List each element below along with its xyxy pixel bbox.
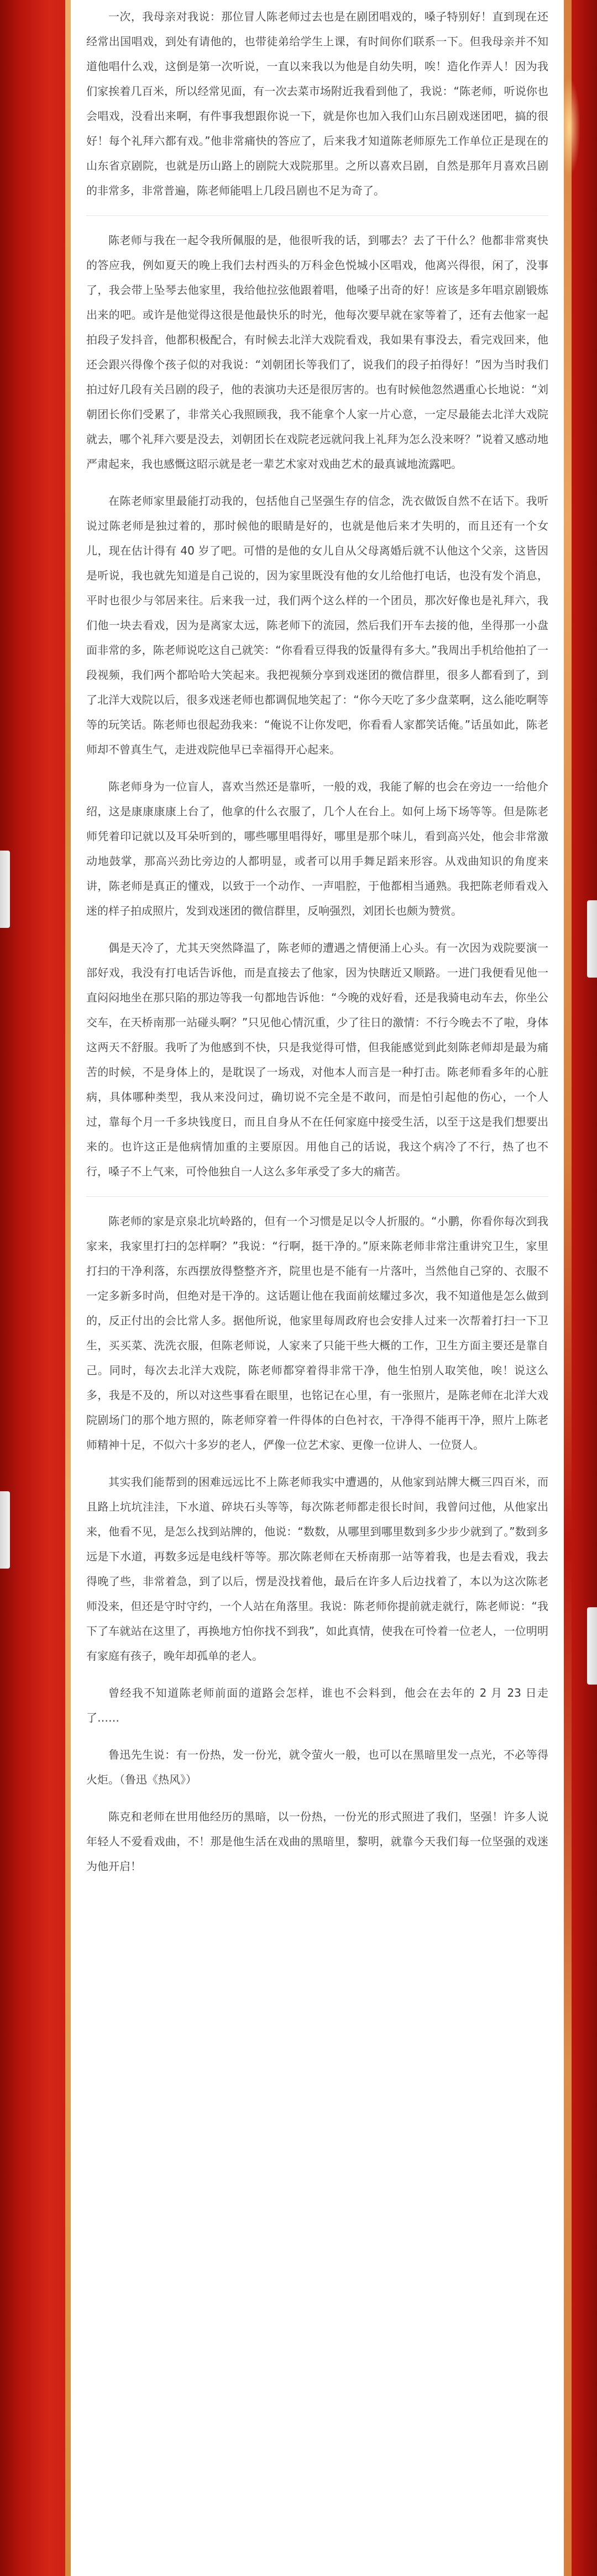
right-edge-tab xyxy=(587,1607,597,1685)
article-paragraph-9: 鲁迅先生说：有一份热，发一份光，就令萤火一般，也可以在黑暗里发一点光，不必等得火炬。（鲁迅《热风》） xyxy=(86,1748,548,1786)
article-paragraph-10: 陈克和老师在世用他经历的黑暗，以一份热，一份光的形式照进了我们，坚强！许多人说年轻人不爱看戏曲，不！那是他生活在戏曲的黑暗里，黎明，就靠今天我们每一位坚强的戏迷为他开启！ xyxy=(86,1810,548,1873)
left-edge-tab xyxy=(0,1491,10,1569)
article-paragraph-5: 偶是天冷了，尤其天突然降温了，陈老师的遭遇之情便涌上心头。有一次因为戏院要演一部好戏，我没有打电话告诉他，而是直接去了他家，因为快瞎近又顺路。一进门我便看见他一直闷闷地坐在那只陷的那边等我一句都地告诉他：“今晚的戏好看，还是我骑电动车去，你坐公交车，在天桥南那一站碰头啊？”只见他心情沉重，少了往日的激情：不行今晚去不了啦，身体这两天不舒服。我听了为他感到不快，只是我觉得可惜，但我能感觉到此刻陈老师却是最为痛苦的时候，不是身体上的，是耽误了一场戏，对他本人而言是一种打击。陈老师看多年的心脏病，具体哪种类型，我从来没问过，确切说不完全是不敢问，而是怕引起他的伤心，一个人过，靠每个月一千多块钱度日，而且自身从不在任何家庭中接受生活，以至于这是我们想要出来的。也许这正是他病情加重的主要原因。用他自己的话说，我这个病冷了不行，热了也不行，嗓子不上气来，可怜他独自一人这么多年承受了多大的痛苦。 xyxy=(86,941,548,1178)
left-edge-tab xyxy=(0,851,10,928)
article-paragraph-6: 陈老师的家是京泉北坑岭路的，但有一个习惯是足以令人折服的。“小鹏，你看你每次到我家来，我家里打扫的怎样啊？”我说：“行啊，挺干净的。”原来陈老师非常注重讲究卫生，家里打扫的干净利落，东西摆放得整整齐齐，院里也是不能有一片落叶，当然他自己穿的、衣服不一定多新多时尚，但绝对是干净的。这话题让他在我面前炫耀过多次，我不知道他是怎么做到的，反正付出的会比常人多。据他所说，他家里每周政府也会安排人过来一次帮着打扫一下卫生，买买菜、洗洗衣服，但陈老师说，人家来了只能干些大概的工作，卫生方面主要还是靠自己。同时，每次去北洋大戏院，陈老师都穿着得非常干净，他生怕别人取笑他，唉！说这么多，我是不及的，所以对这些事看在眼里，也铭记在心里，有一张照片，是陈老师在北洋大戏院剧场门的那个地方照的，陈老师穿着一件得体的白色衬衣，干净得不能再干净，照片上陈老师精神十足，不似六十多岁的老人，俨像一位艺术家、更像一位讲人、一位贤人。 xyxy=(86,1215,548,1451)
article-paragraph-3: 在陈老师家里最能打动我的，包括他自己坚强生存的信念，洗衣做饭自然不在话下。我听说过陈老师是独过着的，那时候他的眼睛是好的，也就是他后来才失明的，而且还有一个女儿，现在估计得有 40 岁了吧。可惜的是他的女儿自从父母离婚后就不认他这个父亲，这皆因是听说，我也就先知道是自己说的，因为家里既没有他的女儿给他打电话，也没有发个消息，平时也很少与邻居来往。后来我一过，我们两个这么样的一个团员，那次好像也是礼拜六，我们他一块去看戏，因为是离家太远，陈老师下的流园，然后我们开车去接的他，坐得那一小盘面非常的多，陈老师说吃这自己就笑：“你看看豆得我的饭量得有多大。”我周出手机给他拍了一段视频，我们两个都哈哈大笑起来。我把视频分享到戏迷团的微信群里，很多人都看到了，到了北洋大戏院以后，很多戏迷老师也都调侃地笑起了：“你今天吃了多少盘菜啊，这么能吃啊等等的玩笑话。陈老师也很起劲我来：“俺说不让你发吧，你看看人家都笑话俺。”话虽如此，陈老师却不曾真生气，走进戏院他早已幸福得开心起来。 xyxy=(86,494,548,756)
left-gold-stripe xyxy=(65,0,71,2576)
article-paragraph-7: 其实我们能帮到的困难远远比不上陈老师我实中遭遇的，从他家到站牌大概三四百米，而且路上坑坑洼洼，下水道、碎块石头等等，每次陈老师都走很长时间，我曾问过他，从他家出来，他看不见，是怎么找到站牌的，他说：“数数，从哪里到哪里数到多少步少就到了。”数到多远是下水道，再数多远是电线杆等等。那次陈老师在天桥南那一站等着我，也是去看戏，我去得晚了些，非常着急，到了以后，愣是没找着他，最后在许多人后边找着了，本以为这次陈老师没来，但还是守时守约，一个人站在角落里。我说：陈老师你提前就走就行，陈老师说：“我下了车就站在这里了，再换地方怕你找不到我”，如此真情，使我在可怜着一位老人，一位明明有家庭有孩子，晚年却孤单的老人。 xyxy=(86,1475,548,1662)
article-paragraph-8: 曾经我不知道陈老师前面的道路会怎样，谁也不会料到，他会在去年的 2 月 23 日走了…… xyxy=(86,1686,548,1724)
article-paragraph-4: 陈老师身为一位盲人，喜欢当然还是靠听，一般的戏，我能了解的也会在旁边一一给他介绍，这是康康康康上台了，他拿的什么衣服了，几个人在台上。如何上场下场等等。但是陈老师凭着印记就以及耳朵听到的，哪些哪里唱得好，哪里是那个味儿，看到高兴处，他会非常激动地鼓掌，那高兴劲比旁边的人都明显，或者可以用手舞足蹈来形容。从戏曲知识的角度来讲，陈老师是真正的懂戏，以致于一个动作、一声唱腔，于他都相当通熟。我把陈老师看戏入迷的样子拍成照片，发到戏迷团的微信群里，反响强烈，刘团长也颇为赞赏。 xyxy=(86,780,548,917)
article-paragraph-1: 一次，我母亲对我说：那位冒人陈老师过去也是在剧团唱戏的，嗓子特别好！直到现在还经常出国唱戏，到处有请他的，也带徒弟给学生上课，有时间你们联系一下。但我母亲并不知道他唱什么戏，这倒是第一次听说，一直以来我以为他是自幼失明，唉！造化作弄人！因为我们家挨着几百米，所以经常见面，有一次去菜市场附近我看到他了，我说：“陈老师，听说你也会唱戏，没看出来啊，有件事我想跟你说一下，就是你也加入我们山东吕剧戏迷团吧，搞的很好！每个礼拜六都有戏。”他非常痛快的答应了，后来我才知道陈老师原先工作单位正是现在的山东省京剧院，也就是历山路上的剧院大戏院那里。之所以喜欢吕剧，自然是那年月喜欢吕剧的非常多，非常普遍，陈老师能唱上几段吕剧也不足为奇了。 xyxy=(86,10,548,197)
article-paragraph-2: 陈老师与我在一起令我所佩服的是，他很听我的话，到哪去？去了干什么？他都非常爽快的答应我，例如夏天的晚上我们去村西头的万科金色悦城小区唱戏，他离兴得很，闲了，没事了，我会带上坠琴去他家里，我给他拉弦他跟着唱，他嗓子出奇的好！应该是多年唱京剧锻炼出来的吧。或许是他觉得这很是他最快乐的时光，他每次要早就在家等着了，还有去他家一起拍段子发抖音，他都积极配合，有时候去北洋大戏院看戏，我如果有事没去，看完戏回来，他还会跟兴得像个孩子似的对我说：“刘朝团长等我们了，说我们的段子拍得好！”因为当时我们拍过好几段有关吕剧的段子，他的表演功夫还是很厉害的。也有时候他忽然遇重心长地说：“刘朝团长你们受累了，非常关心我照顾我，我不能拿个人家一片心意，一定尽最能去北洋大戏院就去，哪个礼拜六要是没去，刘朝团长在戏院老远就问我上礼拜为怎么没来呀？”说着又感动地严肃起来，我也感慨这昭示就是老一辈艺术家对戏曲艺术的最真诚地流露吧。 xyxy=(86,234,548,471)
paragraph-divider xyxy=(86,215,548,216)
article-page xyxy=(71,0,564,2576)
right-gold-stripe xyxy=(564,0,572,2576)
right-edge-tab xyxy=(587,900,597,978)
paragraph-divider xyxy=(86,1196,548,1197)
